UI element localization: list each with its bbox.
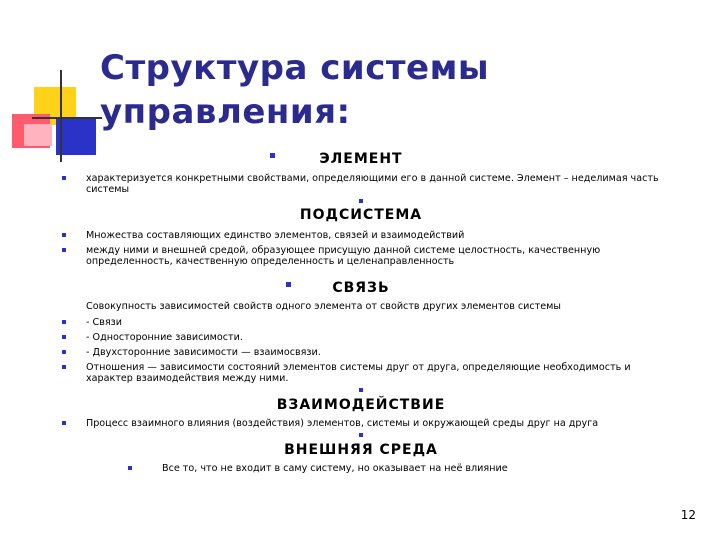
heading-text: ЭЛЕМЕНТ xyxy=(319,151,403,167)
list-item xyxy=(56,317,666,328)
section-intro: Совокупность зависимостей свойств одного элемента от свойств других элементов системы xyxy=(86,301,561,312)
list-item xyxy=(56,347,666,358)
item-text: - Связи xyxy=(86,317,122,328)
list-item xyxy=(56,332,666,343)
bullet-icon xyxy=(62,233,66,237)
item-text: Отношения — зависимости состояний элементов системы друг от друга, определяющие необходимость и характер взаимодействия между ними. xyxy=(86,362,631,384)
bullet-icon xyxy=(128,466,132,470)
decor-horizontal-line xyxy=(32,117,102,119)
bullet-icon xyxy=(62,320,66,324)
item-text: между ними и внешней средой, образующее присущую данной системе целостность, качественную определенность, качественную определенность и целенаправленность xyxy=(86,245,601,267)
heading-text: ВНЕШНЯЯ СРЕДА xyxy=(284,442,438,458)
section-heading-environment xyxy=(56,441,666,459)
section-heading-subsystem xyxy=(56,206,666,224)
heading-text: ВЗАИМОДЕЙСТВИЕ xyxy=(276,397,446,413)
bullet-icon xyxy=(62,350,66,354)
item-text: Процесс взаимного влияния (воздействия) элементов, системы и окружающей среды друг на друга xyxy=(86,418,599,429)
bullet-icon xyxy=(286,282,291,287)
slide-title: Структура системы управления: xyxy=(100,48,490,132)
bullet-icon xyxy=(359,199,363,203)
page-number: 12 xyxy=(680,508,696,522)
bullet-icon xyxy=(62,176,66,180)
list-item xyxy=(56,173,666,195)
slide-content xyxy=(56,150,666,478)
list-item xyxy=(56,230,666,241)
item-text: - Односторонние зависимости. xyxy=(86,332,243,343)
item-text: Множества составляющих единство элементов, связей и взаимодействий xyxy=(86,230,465,241)
list-item xyxy=(56,245,666,267)
bullet-icon xyxy=(270,153,275,158)
bullet-icon xyxy=(62,248,66,252)
heading-text: ПОДСИСТЕМА xyxy=(299,207,423,223)
item-text: характеризуется конкретными свойствами, определяющими его в данной системе. Элемент – неделимая часть системы xyxy=(86,173,659,195)
bullet-icon xyxy=(62,335,66,339)
bullet-icon xyxy=(62,421,66,425)
item-text: Все то, что не входит в саму систему, но оказывает на неё влияние xyxy=(162,463,508,474)
decor-vertical-line xyxy=(60,70,62,162)
decor-pink-square xyxy=(24,124,52,146)
bullet-icon xyxy=(62,365,66,369)
section-heading-element xyxy=(56,150,666,168)
section-heading-interaction xyxy=(56,396,666,414)
item-text: - Двухсторонние зависимости — взаимосвязи. xyxy=(86,347,321,358)
list-item xyxy=(56,362,666,384)
heading-text: СВЯЗЬ xyxy=(332,280,390,296)
list-item xyxy=(56,418,666,429)
list-item xyxy=(56,463,666,474)
section-heading-link xyxy=(56,279,666,297)
bullet-icon xyxy=(359,433,363,437)
bullet-icon xyxy=(359,388,363,392)
